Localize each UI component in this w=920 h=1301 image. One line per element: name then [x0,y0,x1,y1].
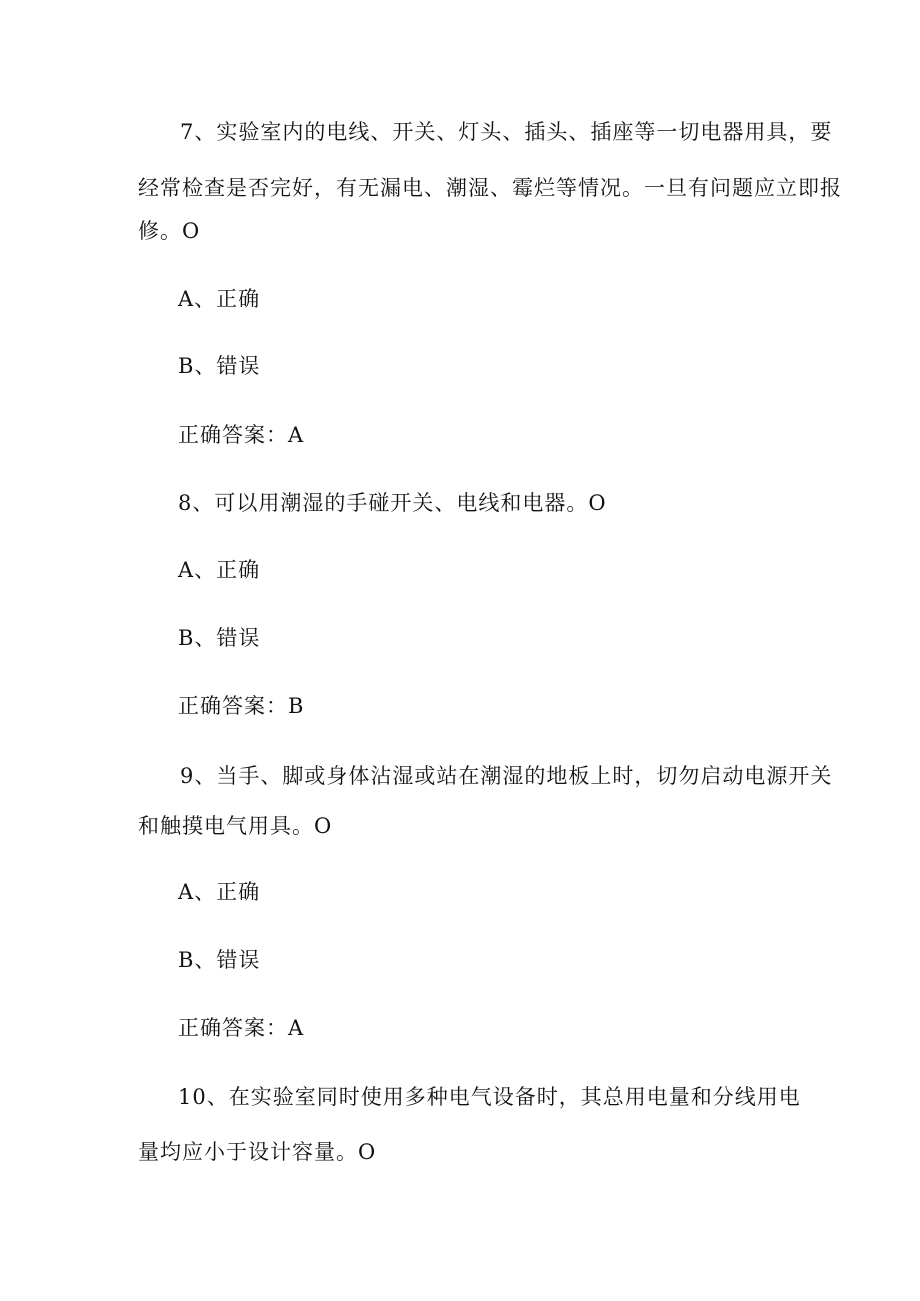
question-9-answer: 正确答案：A [178,1016,305,1040]
question-8-option-b: B、错误 [178,626,261,650]
question-9-text-line-1: 9、当手、脚或身体沾湿或站在潮湿的地板上时，切勿启动电源开关 [180,764,833,788]
question-7-option-b: B、错误 [178,354,261,378]
question-8-option-a: A、正确 [178,558,261,582]
question-7-text-line-1: 7、实验室内的电线、开关、灯头、插头、插座等一切电器用具，要 [180,120,833,144]
question-7-text-line-2: 经常检查是否完好，有无漏电、潮湿、霉烂等情况。一旦有问题应立即报 [138,176,842,200]
question-9-text-line-2: 和触摸电气用具。O [138,814,333,838]
question-7-answer: 正确答案：A [178,423,305,447]
question-10-text-line-1: 10、在实验室同时使用多种电气设备时，其总用电量和分线用电 [178,1085,801,1109]
question-8-text-line-1: 8、可以用潮湿的手碰开关、电线和电器。O [178,491,607,515]
question-9-option-b: B、错误 [178,948,261,972]
question-8-answer: 正确答案：B [178,694,305,718]
question-10-text-line-2: 量均应小于设计容量。O [138,1140,377,1164]
question-7-text-line-3: 修。O [138,219,201,243]
question-7-option-a: A、正确 [178,287,261,311]
question-9-option-a: A、正确 [178,880,261,904]
